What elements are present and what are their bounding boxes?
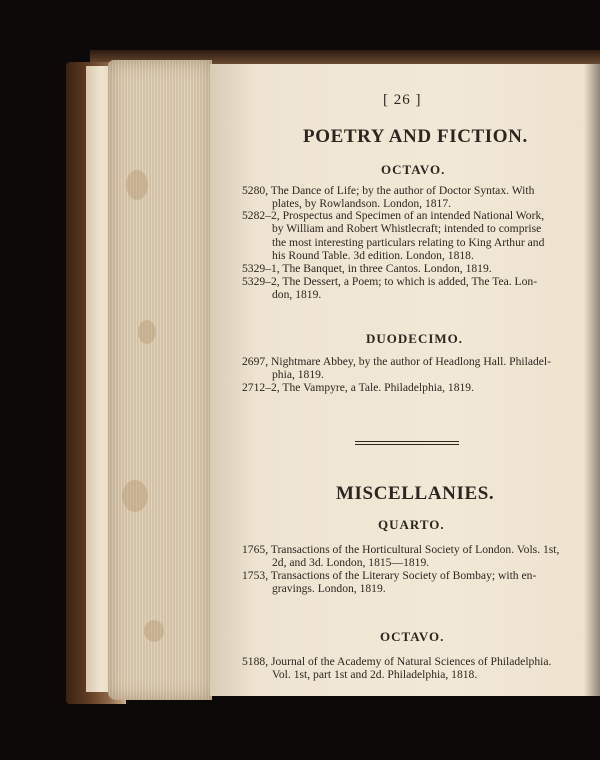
foxing-stain (126, 170, 148, 200)
page-shadow (584, 64, 600, 696)
catalog-entry (242, 209, 544, 263)
catalog-entry (242, 184, 534, 211)
subheading-duodecimo: DUODECIMO. (366, 331, 464, 346)
section-title-miscellanies: MISCELLANIES. (336, 483, 495, 504)
entry-line: 5329–1, The Banquet, in three Cantos. London, 1819. (242, 262, 492, 275)
entry-line: 1753, Transactions of the Literary Society of Bombay; with en- (242, 569, 537, 582)
entry-line: 5280, The Dance of Life; by the author of Doctor Syntax. With (242, 184, 535, 197)
entry-line: don, 1819. (272, 288, 322, 302)
entry-line: phia, 1819. (272, 368, 324, 382)
catalog-entry (242, 381, 474, 394)
catalog-entry (242, 569, 536, 596)
entry-line: 1765, Transactions of the Horticultural Society of London. Vols. 1st, (242, 543, 560, 556)
catalog-entry (242, 655, 551, 682)
foxing-stain (122, 480, 148, 512)
entry-line: 5188, Journal of the Academy of Natural Sciences of Philadelphia. (242, 655, 552, 668)
subheading-quarto: QUARTO. (378, 517, 445, 532)
section-title-poetry: POETRY AND FICTION. (303, 126, 528, 147)
entry-line: 5329–2, The Dessert, a Poem; to which is added, The Tea. Lon- (242, 275, 538, 288)
entry-line: 5282–2, Prospectus and Specimen of an intended National Work, (242, 209, 545, 222)
page-edges (108, 60, 212, 700)
section-divider (355, 441, 459, 445)
foxing-stain (144, 620, 164, 642)
entry-line: the most interesting particulars relating to King Arthur and (272, 235, 545, 249)
entry-line: by William and Robert Whistlecraft; intended to comprise (272, 222, 542, 236)
catalog-entry (242, 355, 551, 382)
catalog-entry (242, 275, 537, 302)
foxing-stain (138, 320, 156, 344)
catalog-entry (242, 543, 559, 570)
entry-line: Vol. 1st, part 1st and 2d. Philadelphia, 1818. (272, 668, 478, 682)
entry-line: 2d, and 3d. London, 1815—1819. (272, 556, 430, 570)
catalog-entry (242, 262, 492, 275)
entry-line: plates, by Rowlandson. London, 1817. (272, 197, 452, 211)
entry-line: 2712–2, The Vampyre, a Tale. Philadelphia, 1819. (242, 381, 474, 394)
entry-line: 2697, Nightmare Abbey, by the author of Headlong Hall. Philadel- (242, 355, 551, 368)
entry-line: gravings. London, 1819. (272, 582, 386, 596)
entry-line: his Round Table. 3d edition. London, 1818. (272, 249, 474, 263)
subheading-octavo-misc: OCTAVO. (380, 629, 445, 644)
page-number: [ 26 ] (383, 92, 422, 108)
subheading-octavo: OCTAVO. (381, 162, 446, 177)
